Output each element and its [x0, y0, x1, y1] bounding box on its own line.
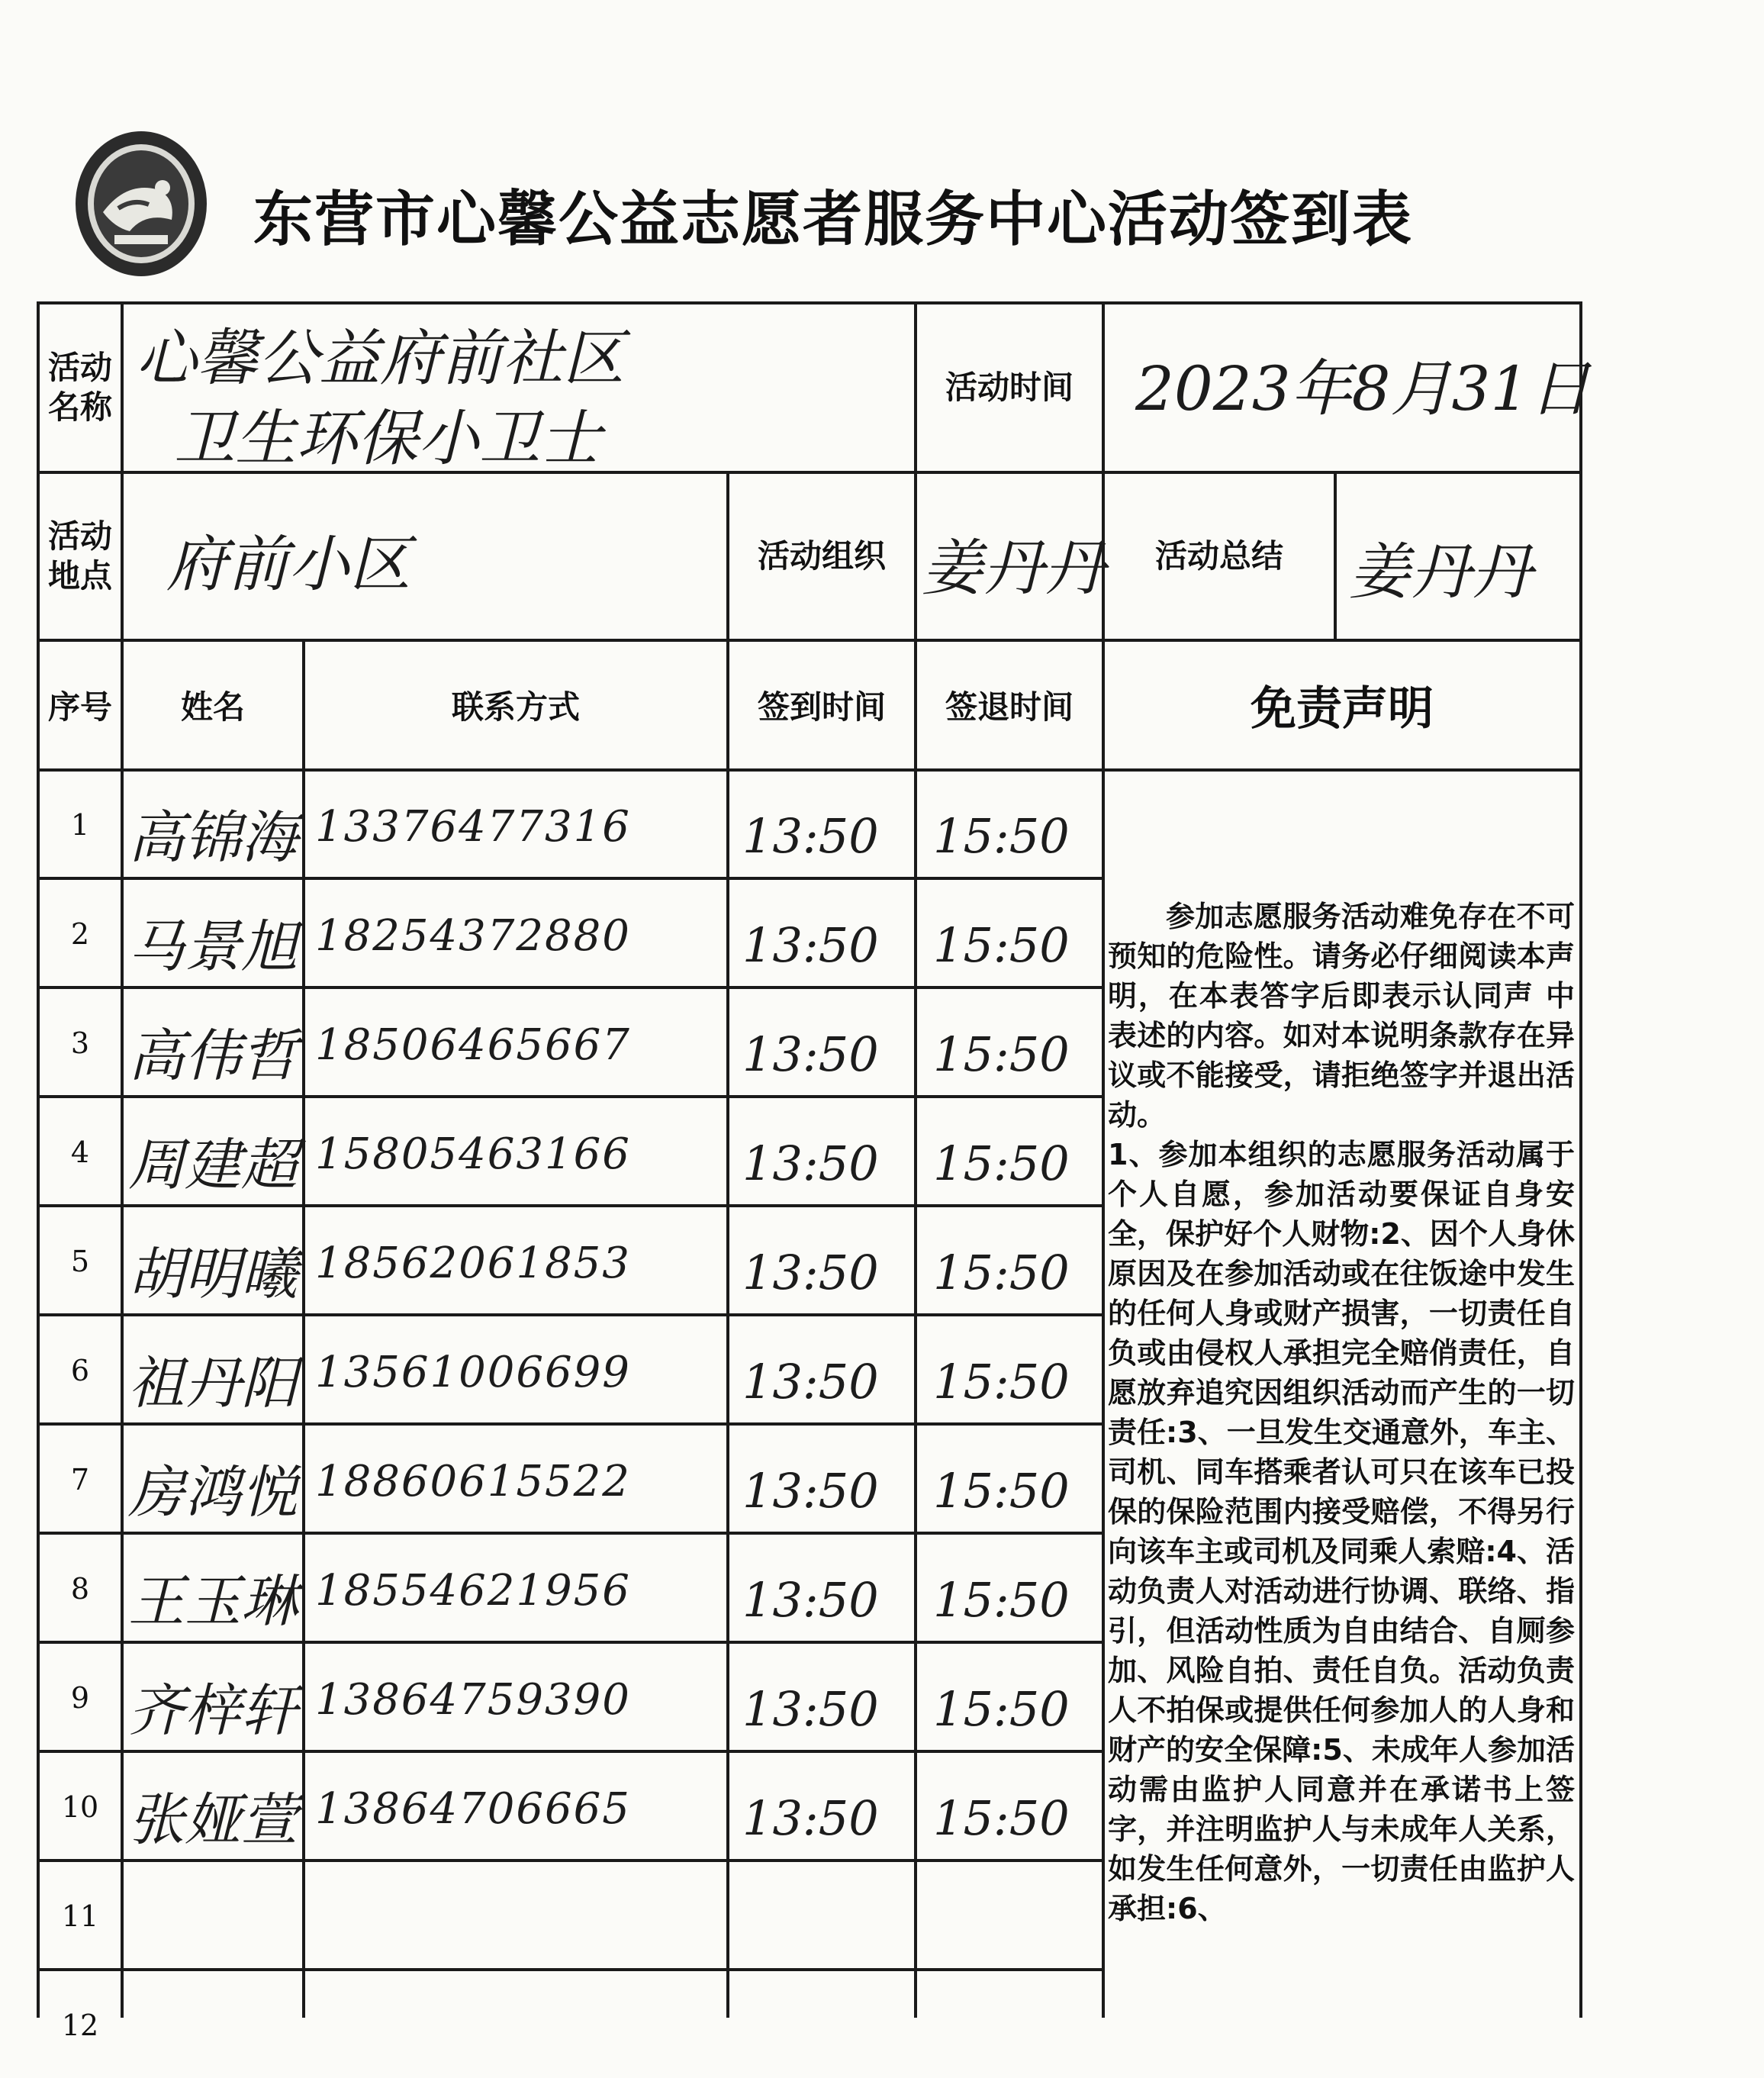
row-name[interactable]: 祖丹阳	[128, 1351, 298, 1416]
row-checkin-time[interactable]: 13:50	[742, 1463, 879, 1519]
row-checkout-time[interactable]: 15:50	[933, 1463, 1070, 1519]
row-checkin-time[interactable]: 13:50	[742, 1354, 879, 1409]
activity-summary-signature[interactable]: 姜丹丹	[1349, 536, 1532, 607]
row-number: 5	[70, 1244, 90, 1278]
row-checkin-time[interactable]: 13:50	[742, 1572, 879, 1628]
row-number: 8	[70, 1571, 90, 1606]
row-checkout-time[interactable]: 15:50	[933, 1790, 1070, 1846]
label-activity-organizer: 活动组织	[757, 536, 886, 575]
row-name[interactable]: 胡明曦	[128, 1242, 298, 1307]
row-checkout-time[interactable]: 15:50	[933, 1136, 1070, 1191]
page-title: 东营市心馨公益志愿者服务中心活动签到表	[253, 185, 1414, 254]
row-checkin-time[interactable]: 13:50	[742, 1681, 879, 1737]
row-phone[interactable]: 18554621956	[315, 1566, 631, 1616]
disclaimer-intro: 参加志愿服务活动难免存在不可预知的危险性。请务必仔细阅读本声明，在本表答字后即表示认同声 中表述的内容。如对本说明条款存在异议或不能接受，请拒绝签字并退出活动。	[1108, 900, 1575, 1132]
row-name[interactable]: 张娅萱	[128, 1787, 298, 1853]
row-phone[interactable]: 18254372880	[315, 911, 631, 961]
disclaimer-text	[1105, 897, 1578, 2018]
row-checkout-time[interactable]: 15:50	[933, 1572, 1070, 1628]
row-checkin-time[interactable]: 13:50	[742, 1136, 879, 1191]
row-number: 9	[70, 1680, 90, 1715]
row-number: 12	[61, 2008, 99, 2042]
row-checkin-time[interactable]: 13:50	[742, 808, 879, 864]
row-checkout-time[interactable]: 15:50	[933, 917, 1070, 973]
row-checkin-time[interactable]: 13:50	[742, 917, 879, 973]
label-activity-name: 活动 名称	[47, 348, 112, 426]
row-checkin-time[interactable]: 13:50	[742, 1245, 879, 1300]
label-activity-time: 活动时间	[945, 368, 1074, 406]
col-header-checkin: 签到时间	[757, 688, 886, 726]
row-number: 10	[61, 1790, 99, 1824]
col-header-contact: 联系方式	[451, 688, 580, 726]
col-header-no: 序号	[47, 688, 112, 726]
row-name[interactable]: 周建超	[128, 1132, 298, 1198]
row-number: 1	[70, 807, 90, 842]
row-number: 2	[70, 917, 90, 951]
activity-organizer-signature[interactable]: 姜丹丹	[922, 533, 1105, 604]
label-activity-location: 活动 地点	[47, 517, 112, 594]
col-header-name: 姓名	[180, 688, 245, 726]
row-name[interactable]: 马景旭	[128, 914, 298, 980]
row-checkout-time[interactable]: 15:50	[933, 1354, 1070, 1409]
col-header-disclaimer: 免责声明	[1251, 682, 1434, 736]
row-checkout-time[interactable]: 15:50	[933, 1245, 1070, 1300]
label-activity-summary: 活动总结	[1154, 536, 1283, 575]
row-name[interactable]: 齐梓轩	[128, 1678, 298, 1744]
activity-name-line2[interactable]: 卫生环保小卫士	[174, 403, 601, 474]
row-phone[interactable]: 18562061853	[315, 1239, 631, 1288]
row-phone[interactable]: 15805463166	[315, 1129, 631, 1179]
row-number: 7	[70, 1462, 90, 1496]
row-number: 3	[70, 1026, 90, 1060]
row-phone[interactable]: 13864759390	[315, 1675, 631, 1725]
row-phone[interactable]: 18860615522	[315, 1457, 631, 1506]
row-name[interactable]: 高伟哲	[128, 1023, 298, 1089]
disclaimer-body: 1、参加本组织的志愿服务活动属于个人自愿，参加活动要保证自身安全，保护好个人财物:2、因个人身休原因及在参加活动或在往饭途中发生的任何人身或财产损害，一切责任自负或由侵权人承担完全赔俏责任，自愿放弃追究因组织活动而产生的一切责任:3、一旦发生交通意外，车主、司机、同车搭乘者认可只在该车已投保的保险范围内接受赔偿，不得另行向该车主或司机及同乘人索赔:4、活动负责人对活动进行协调、联络、指引，但活动性质为自由结合、自厕参加、风险自拍、责任自负。活动负责人不拍保或提供任何参加人的人身和财产的安全保障:5、未成年人参加活动需由监护人同意并在承诺书上签字，并注明监护人与未成年人关系，如发生任何意外，一切责任由监护人承担:6、	[1108, 1138, 1575, 1925]
col-header-checkout: 签退时间	[945, 688, 1074, 726]
row-name[interactable]: 房鸿悦	[128, 1460, 298, 1525]
activity-name-line1[interactable]: 心馨公益府前社区	[136, 323, 624, 394]
row-name[interactable]: 王玉琳	[128, 1569, 298, 1635]
row-phone[interactable]: 13864706665	[315, 1784, 631, 1834]
row-checkout-time[interactable]: 15:50	[933, 808, 1070, 864]
activity-location-value[interactable]: 府前小区	[166, 529, 410, 600]
volunteer-association-seal-icon	[72, 128, 210, 279]
row-checkin-time[interactable]: 13:50	[742, 1026, 879, 1082]
row-phone[interactable]: 13561006699	[315, 1348, 631, 1397]
row-number: 11	[61, 1899, 99, 1933]
row-number: 4	[70, 1135, 90, 1169]
row-checkout-time[interactable]: 15:50	[933, 1681, 1070, 1737]
row-checkin-time[interactable]: 13:50	[742, 1790, 879, 1846]
sign-in-table	[37, 301, 1591, 2042]
row-phone[interactable]: 18506465667	[315, 1020, 631, 1070]
row-checkout-time[interactable]: 15:50	[933, 1026, 1070, 1082]
row-name[interactable]: 高锦海	[128, 805, 298, 871]
activity-time-value[interactable]: 2023年8月31日	[1135, 353, 1591, 424]
row-number: 6	[70, 1353, 90, 1387]
row-phone[interactable]: 13376477316	[315, 802, 631, 852]
